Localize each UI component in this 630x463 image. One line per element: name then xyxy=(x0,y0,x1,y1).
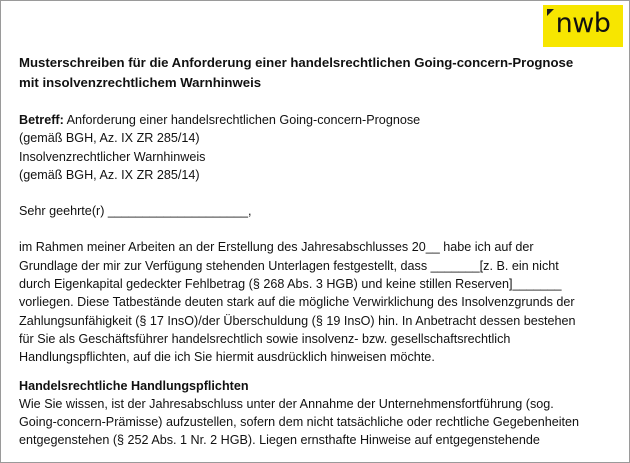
title-line-1: Musterschreiben für die Anforderung einer handelsrechtlichen Going-concern-Prognose xyxy=(19,55,574,70)
section-heading: Handelsrechtliche Handlungspflichten xyxy=(19,378,249,393)
section-line: entgegenstehen (§ 252 Abs. 1 Nr. 2 HGB). Liegen ernsthafte Hinweise auf entgegenstehende xyxy=(19,433,540,448)
body-line: Zahlungsunfähigkeit (§ 17 InsO)/der Überschuldung (§ 19 InsO) hin. In Anbetracht dessen bestehen xyxy=(19,313,576,328)
letter-content xyxy=(19,53,614,450)
body-line: Grundlage der mir zur Verfügung stehenden Unterlagen festgestellt, dass _______[z. B. ein nicht xyxy=(19,258,559,273)
section-line: Going-concern-Prämisse) aufzustellen, sofern dem nicht tatsächliche oder rechtliche Gegebenheiten xyxy=(19,415,580,430)
body-line: im Rahmen meiner Arbeiten an der Erstellung des Jahresabschlusses 20__ habe ich auf der xyxy=(19,240,534,255)
body-line: Handlungspflichten, auf die ich Sie hiermit ausdrücklich hinweisen möchte. xyxy=(19,350,435,365)
body-line: für Sie als Geschäftsführer handelsrechtlich sowie insolvenz- bzw. gesellschaftsrechtlich xyxy=(19,331,511,346)
subject-block xyxy=(19,111,614,184)
section-handelsrecht xyxy=(19,377,614,450)
salutation: Sehr geehrte(r) ____________________, xyxy=(19,204,252,219)
logo-text: nwb xyxy=(555,8,611,39)
title-line-2: mit insolvenzrechtlichem Warnhinweis xyxy=(19,74,262,90)
body-line: durch Eigenkapital gedeckter Fehlbetrag (§ 268 Abs. 3 HGB) und keine stillen Reserven]_______ xyxy=(19,277,562,292)
subject-line-3: Insolvenzrechtlicher Warnhinweis xyxy=(19,149,206,164)
subject-label: Betreff: xyxy=(19,113,64,127)
section-line: Wie Sie wissen, ist der Jahresabschluss unter der Annahme der Unternehmensfortführung (sog. xyxy=(19,396,554,411)
subject-line-2: (gemäß BGH, Az. IX ZR 285/14) xyxy=(19,131,200,146)
body-line: vorliegen. Diese Tatbestände deuten stark auf die mögliche Verwirklichung des Insolvenzgrunds der xyxy=(19,295,575,310)
subject-line-4: (gemäß BGH, Az. IX ZR 285/14) xyxy=(19,167,200,182)
subject-line-1 xyxy=(19,111,614,129)
document-title xyxy=(19,53,614,92)
subject-text: Anforderung einer handelsrechtlichen Going-concern-Prognose xyxy=(63,113,421,127)
body-paragraph xyxy=(19,238,614,366)
nwb-logo xyxy=(543,5,623,47)
